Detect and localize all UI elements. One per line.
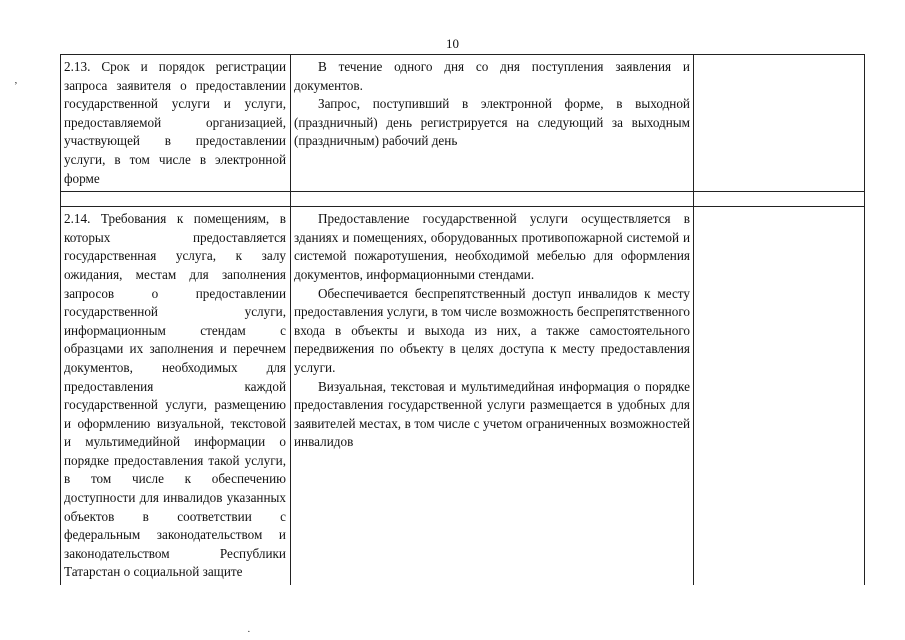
scan-speck: ʼ <box>14 80 18 92</box>
table-row <box>61 55 865 192</box>
scan-speck: · <box>247 626 251 638</box>
row-label: 2.13. Срок и порядок регистрации запроса заявителя о предоставлении государственной услуги и услуги, предоставляемой организацией, участвующей в предоставлении услуги, в том числе в электронной форме <box>64 59 286 186</box>
separator-cell <box>291 192 694 207</box>
content-paragraph: В течение одного дня со дня поступления заявления и документов. <box>294 59 690 93</box>
row-content-cell <box>291 207 694 585</box>
content-paragraph: Обеспечивается беспрепятственный доступ инвалидов к месту предоставления услуги, в том числе возможность беспрепятственного входа в объекты и выхода из них, а также самостоятельного передвижения по объекту в целях доступа к месту предоставления услуги. <box>294 285 690 375</box>
content-paragraph: Визуальная, текстовая и мультимедийная информация о порядке предоставления государственной услуги размещается в удобных для заявителей местах, в том числе с учетом ограниченных возможностей инвалидов <box>294 378 690 450</box>
row-content-cell <box>291 55 694 192</box>
page-number: 10 <box>446 36 459 51</box>
content-paragraph: Запрос, поступивший в электронной форме, в выходной (праздничный) день регистрируется на следующий за выходным (праздничным) рабочий день <box>294 96 690 149</box>
separator-cell <box>694 192 865 207</box>
row-label: 2.14. Требования к помещениям, в которых предоставляется государственная услуга, к залу ожидания, местам для заполнения запросов о предоставлении государственной услуги, информационным стендам с образцами их заполнения и перечнем документов, необходимых для предоставления каждой государственной услуги, размещению и оформлению визуальной, текстовой и мультимедийной информации о порядке предоставления такой услуги, в том числе к обеспечению доступности для инвалидов указанных объектов в соответствии с федеральным законодательством и законодательством Республики Татарстан о социальной защите <box>64 211 286 580</box>
row-notes-cell <box>694 207 865 585</box>
row-label-cell <box>61 55 291 192</box>
row-notes-cell <box>694 55 865 192</box>
row-label-cell <box>61 207 291 585</box>
regulation-table <box>60 54 865 585</box>
content-paragraph: Предоставление государственной услуги осуществляется в зданиях и помещениях, оборудованных противопожарной системой и системой пожаротушения, необходимой мебелью для оформления документов, информационными стендами. <box>294 211 690 282</box>
table-row <box>61 207 865 585</box>
row-separator <box>61 192 865 207</box>
separator-cell <box>61 192 291 207</box>
